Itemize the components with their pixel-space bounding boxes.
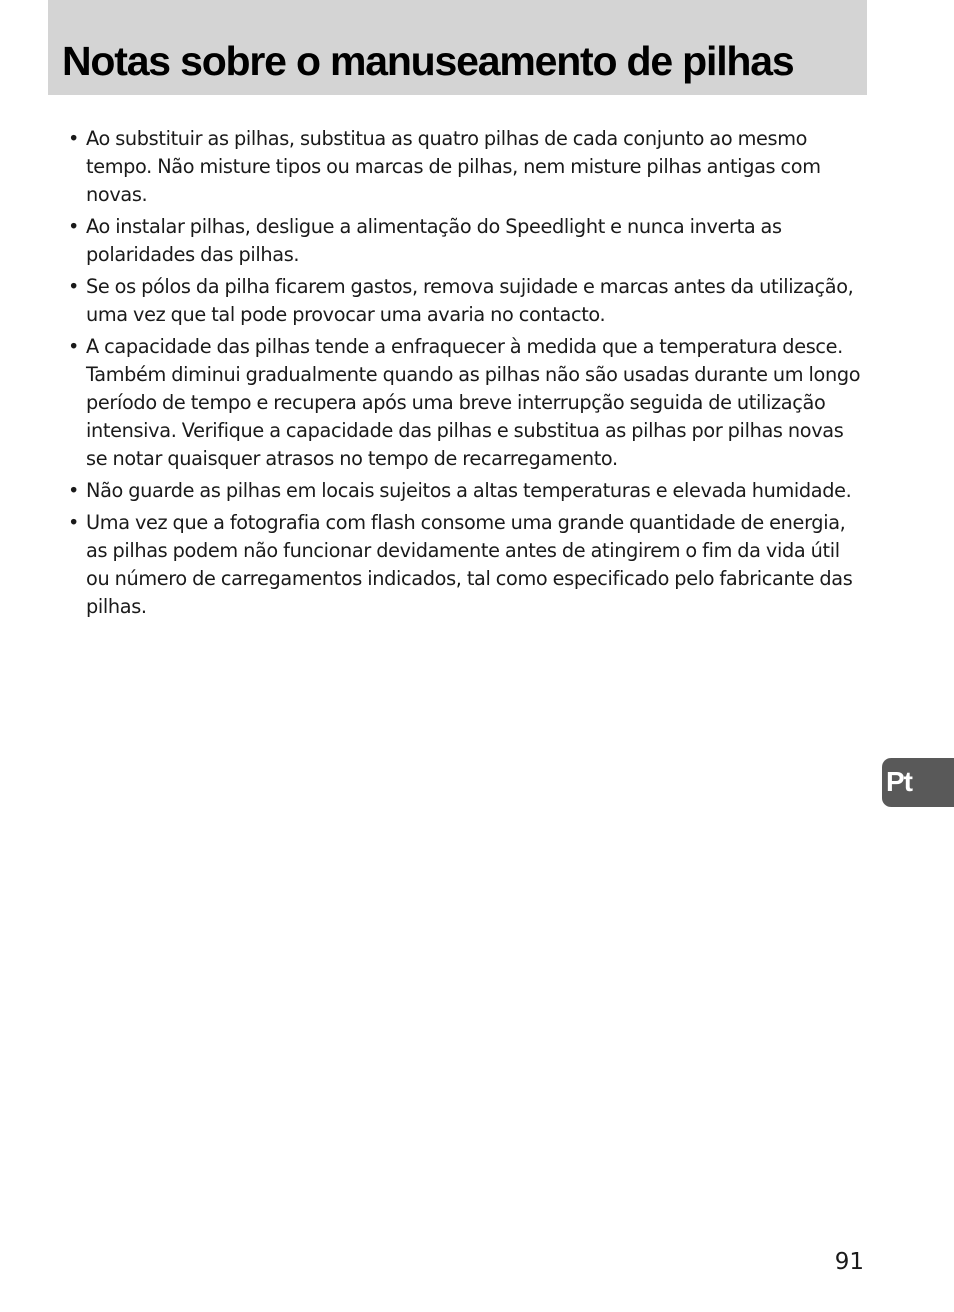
language-tab (882, 758, 954, 807)
bullet: • (68, 511, 80, 534)
page-title: Notas sobre o manuseamento de pilhas (62, 38, 794, 84)
note-text: Uma vez que a fotografia com flash consome uma grande quantidade de energia, as pilhas podem não funcionar devidamente antes de atingirem o fim da vida útil ou número de carregamentos indicados, tal como especificado pelo fabricante das pilhas. (86, 511, 853, 618)
list-item (68, 213, 868, 269)
note-text: A capacidade das pilhas tende a enfraquecer à medida que a temperatura desce. Também diminui gradualmente quando as pilhas não são usadas durante um longo período de tempo e recupera após uma breve interrupção seguida de utilização intensiva. Verifique a capacidade das pilhas e substitua as pilhas por pilhas novas se notar quaisquer atrasos no tempo de recarregamento. (86, 335, 861, 470)
language-tab-label: Pt (886, 766, 912, 797)
list-item (68, 273, 868, 329)
note-text: Ao substituir as pilhas, substitua as quatro pilhas de cada conjunto ao mesmo tempo. Não misture tipos ou marcas de pilhas, nem misture pilhas antigas com novas. (86, 127, 821, 206)
note-text: Se os pólos da pilha ficarem gastos, remova sujidade e marcas antes da utilização, uma vez que tal pode provocar uma avaria no contacto. (86, 275, 854, 326)
battery-notes-list (68, 125, 868, 625)
note-text: Ao instalar pilhas, desligue a alimentação do Speedlight e nunca inverta as polaridades das pilhas. (86, 215, 782, 266)
page-number: 91 (834, 1249, 864, 1275)
note-text: Não guarde as pilhas em locais sujeitos a altas temperaturas e elevada humidade. (86, 479, 852, 502)
title-band (48, 0, 867, 95)
bullet: • (68, 275, 80, 298)
list-item (68, 125, 868, 209)
list-item (68, 509, 868, 621)
list-item (68, 333, 868, 473)
bullet: • (68, 335, 80, 358)
bullet: • (68, 215, 80, 238)
bullet: • (68, 127, 80, 150)
list-item (68, 477, 868, 505)
bullet: • (68, 479, 80, 502)
